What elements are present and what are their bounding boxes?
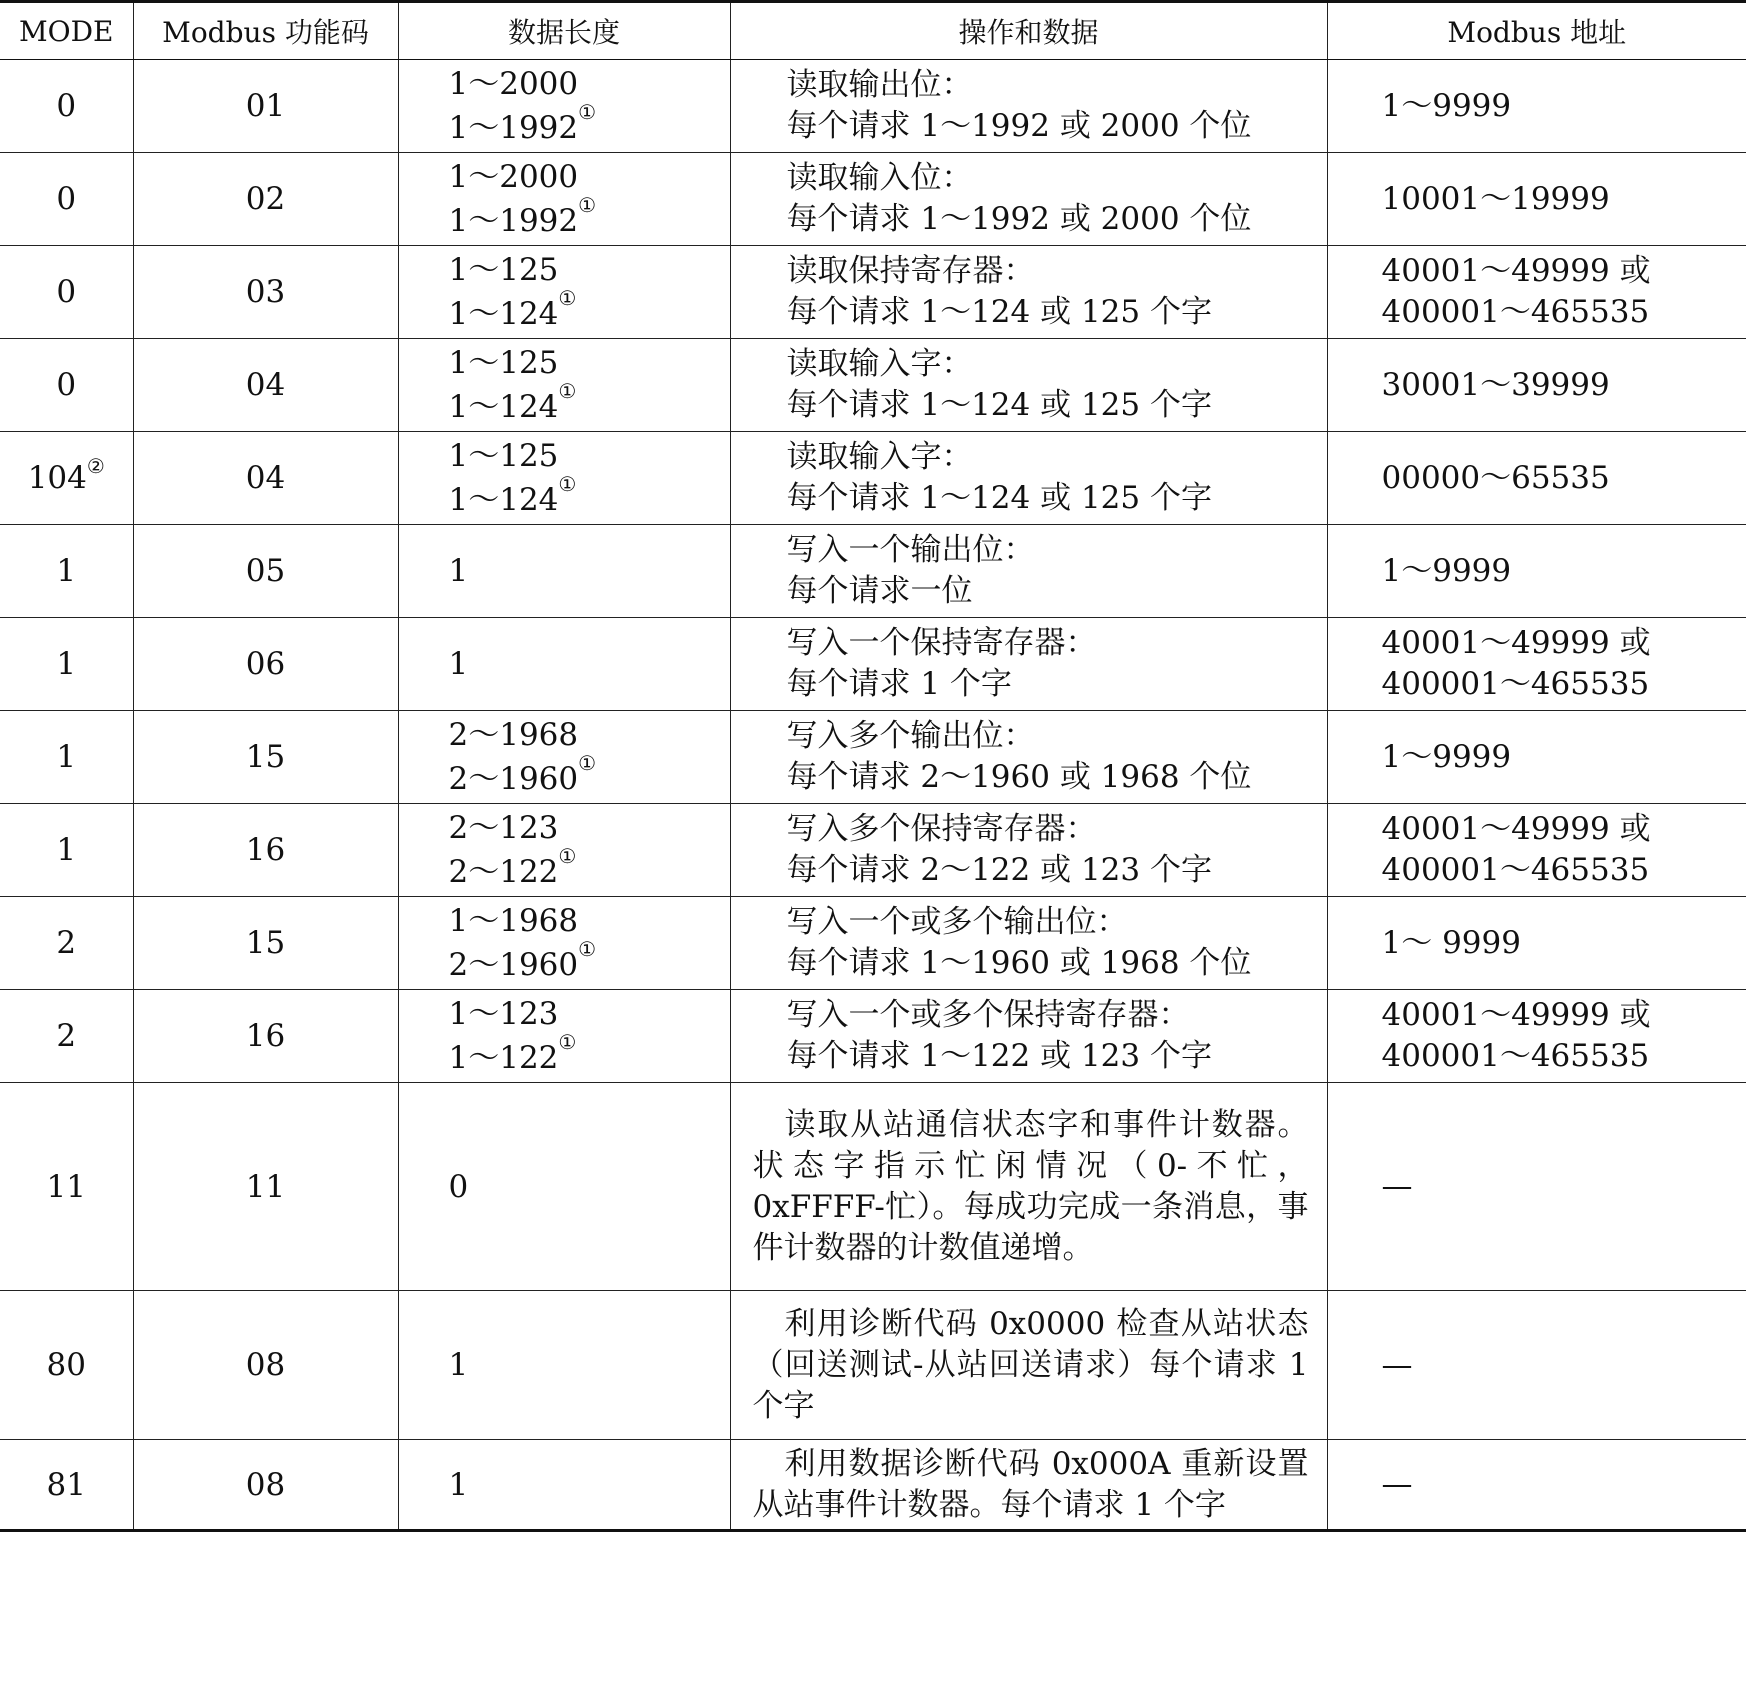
data-length-cell bbox=[398, 153, 730, 246]
mode-cell: 11 bbox=[0, 1083, 133, 1291]
table-row bbox=[0, 804, 1746, 897]
table-row bbox=[0, 153, 1746, 246]
address-line: 1～9999 bbox=[1381, 738, 1512, 775]
address-line: 1～9999 bbox=[1381, 87, 1512, 124]
function-code-cell: 03 bbox=[133, 246, 398, 339]
data-length-cell bbox=[398, 60, 730, 153]
data-length-cell bbox=[398, 804, 730, 897]
operation-cell bbox=[730, 804, 1327, 897]
table-row bbox=[0, 1083, 1746, 1291]
mode-cell bbox=[0, 804, 133, 897]
table-row bbox=[0, 525, 1746, 618]
operation-cell bbox=[730, 1291, 1327, 1440]
data-length-line: 1～125 bbox=[448, 438, 559, 474]
mode-cell: 81 bbox=[0, 1440, 133, 1531]
operation-cell bbox=[730, 153, 1327, 246]
data-length-line: 1～125 bbox=[448, 252, 559, 288]
address-cell bbox=[1327, 60, 1746, 153]
mode-cell bbox=[0, 990, 133, 1083]
data-length-cell bbox=[398, 246, 730, 339]
data-length-line: 1 bbox=[448, 553, 469, 589]
address-line: 400001～465535 bbox=[1381, 1038, 1650, 1074]
operation-detail: 每个请求 1～124 或 125 个字 bbox=[786, 480, 1212, 516]
operation-detail: 每个请求 1～1960 或 1968 个位 bbox=[786, 945, 1252, 981]
table-row bbox=[0, 1291, 1746, 1440]
address-cell bbox=[1327, 432, 1746, 525]
data-length-line bbox=[448, 472, 730, 522]
operation-detail: 每个请求一位 bbox=[786, 573, 973, 609]
mode-cell bbox=[0, 525, 133, 618]
footnote-mark: ① bbox=[558, 1030, 577, 1054]
function-code-cell: 08 bbox=[133, 1291, 398, 1440]
data-length-cell bbox=[398, 525, 730, 618]
address-line: 10001～19999 bbox=[1381, 180, 1610, 217]
address-cell bbox=[1327, 153, 1746, 246]
operation-detail: 每个请求 1～124 或 125 个字 bbox=[786, 294, 1212, 330]
data-length-cell bbox=[398, 339, 730, 432]
operation-title: 写入一个输出位： bbox=[786, 532, 1035, 568]
data-length-value: 1～122 bbox=[448, 1040, 559, 1076]
address-cell: — bbox=[1327, 1083, 1746, 1291]
operation-text: 读取从站通信状态字和事件计数器。状态字指示忙闲情况（0-不忙，0xFFFF-忙）。每成功完成一条消息，事件计数器的计数值递增。 bbox=[752, 1106, 1309, 1266]
data-length-line: 1～123 bbox=[448, 996, 559, 1032]
data-length-line: 1～2000 bbox=[448, 159, 579, 195]
operation-text bbox=[731, 809, 1327, 891]
mode-value: 2 bbox=[56, 925, 77, 961]
data-length-cell bbox=[398, 618, 730, 711]
function-code-cell: 16 bbox=[133, 990, 398, 1083]
data-length-value: 1～124 bbox=[448, 296, 559, 332]
header-function-code: Modbus 功能码 bbox=[133, 2, 398, 60]
data-length-cell: 1 bbox=[398, 1291, 730, 1440]
mode-cell bbox=[0, 60, 133, 153]
table-row bbox=[0, 897, 1746, 990]
table-row bbox=[0, 339, 1746, 432]
operation-cell bbox=[730, 339, 1327, 432]
operation-cell bbox=[730, 246, 1327, 339]
operation-title: 读取输入字： bbox=[786, 346, 973, 382]
address-line: 00000～65535 bbox=[1381, 459, 1610, 496]
address-line: 400001～465535 bbox=[1381, 852, 1650, 888]
operation-text bbox=[731, 530, 1327, 612]
mode-value: 1 bbox=[56, 832, 77, 868]
data-length-line: 1～1968 bbox=[448, 903, 579, 939]
operation-detail: 每个请求 2～122 或 123 个字 bbox=[786, 852, 1212, 888]
function-code-cell: 06 bbox=[133, 618, 398, 711]
operation-detail: 每个请求 1～122 或 123 个字 bbox=[786, 1038, 1212, 1074]
header-operation: 操作和数据 bbox=[730, 2, 1327, 60]
footnote-mark: ① bbox=[578, 193, 597, 217]
data-length-value: 2～1960 bbox=[448, 947, 579, 983]
operation-cell bbox=[730, 1440, 1327, 1531]
address-line: 40001～49999 或 bbox=[1381, 625, 1651, 661]
data-length-line: 2～123 bbox=[448, 810, 559, 846]
address-cell bbox=[1327, 897, 1746, 990]
data-length-line bbox=[448, 844, 730, 894]
address-cell bbox=[1327, 990, 1746, 1083]
function-code-cell: 04 bbox=[133, 339, 398, 432]
footnote-mark: ① bbox=[578, 751, 597, 775]
mode-value: 1 bbox=[56, 553, 77, 589]
data-length-line bbox=[448, 937, 730, 987]
data-length-line: 2～1968 bbox=[448, 717, 579, 753]
data-length-line bbox=[448, 379, 730, 429]
address-cell bbox=[1327, 339, 1746, 432]
address-cell bbox=[1327, 804, 1746, 897]
operation-cell bbox=[730, 60, 1327, 153]
operation-text bbox=[731, 251, 1327, 333]
mode-footnote-mark: ② bbox=[86, 454, 105, 478]
operation-detail: 每个请求 1 个字 bbox=[786, 666, 1012, 702]
data-length-value: 2～1960 bbox=[448, 761, 579, 797]
operation-text bbox=[731, 623, 1327, 705]
data-length-line bbox=[448, 193, 730, 243]
data-length-value: 2～122 bbox=[448, 854, 559, 890]
operation-text: 利用诊断代码 0x0000 检查从站状态（回送测试-从站回送请求）每个请求 1 个字 bbox=[752, 1305, 1309, 1424]
function-code-cell: 11 bbox=[133, 1083, 398, 1291]
data-length-line: 1～2000 bbox=[448, 66, 579, 102]
operation-cell bbox=[730, 432, 1327, 525]
function-code-cell: 08 bbox=[133, 1440, 398, 1531]
footnote-mark: ① bbox=[578, 100, 597, 124]
data-length-value: 1～1992 bbox=[448, 110, 579, 146]
address-cell: — bbox=[1327, 1291, 1746, 1440]
mode-value: 2 bbox=[56, 1018, 77, 1054]
address-line: 1～ 9999 bbox=[1381, 924, 1521, 961]
operation-title: 写入一个或多个输出位： bbox=[786, 904, 1128, 940]
mode-cell bbox=[0, 897, 133, 990]
address-line: 400001～465535 bbox=[1381, 294, 1650, 330]
operation-title: 读取输出位： bbox=[786, 67, 973, 103]
address-cell bbox=[1327, 711, 1746, 804]
data-length-line: 1～125 bbox=[448, 345, 559, 381]
function-code-cell: 05 bbox=[133, 525, 398, 618]
mode-cell bbox=[0, 618, 133, 711]
address-line: 40001～49999 或 bbox=[1381, 253, 1651, 289]
address-line: 1～9999 bbox=[1381, 552, 1512, 589]
operation-text bbox=[731, 437, 1327, 519]
operation-text bbox=[731, 716, 1327, 798]
mode-cell: 80 bbox=[0, 1291, 133, 1440]
data-length-cell bbox=[398, 990, 730, 1083]
data-length-line bbox=[448, 751, 730, 801]
table-row bbox=[0, 990, 1746, 1083]
operation-cell bbox=[730, 711, 1327, 804]
data-length-line bbox=[448, 286, 730, 336]
function-code-cell: 02 bbox=[133, 153, 398, 246]
footnote-mark: ① bbox=[578, 937, 597, 961]
operation-title: 写入多个输出位： bbox=[786, 718, 1035, 754]
address-line: 30001～39999 bbox=[1381, 366, 1610, 403]
operation-detail: 每个请求 1～1992 或 2000 个位 bbox=[786, 108, 1252, 144]
header-mode: MODE bbox=[0, 2, 133, 60]
header-row bbox=[0, 2, 1746, 60]
data-length-cell bbox=[398, 897, 730, 990]
address-cell bbox=[1327, 618, 1746, 711]
operation-text bbox=[731, 65, 1327, 147]
footnote-mark: ① bbox=[558, 286, 577, 310]
operation-cell bbox=[730, 525, 1327, 618]
table-row bbox=[0, 432, 1746, 525]
operation-title: 读取输入字： bbox=[786, 439, 973, 475]
data-length-value: 1～124 bbox=[448, 482, 559, 518]
table-row bbox=[0, 711, 1746, 804]
operation-text bbox=[731, 158, 1327, 240]
mode-value: 0 bbox=[56, 367, 77, 403]
operation-detail: 每个请求 2～1960 或 1968 个位 bbox=[786, 759, 1252, 795]
mode-cell bbox=[0, 432, 133, 525]
function-code-cell: 16 bbox=[133, 804, 398, 897]
data-length-line bbox=[448, 100, 730, 150]
operation-cell bbox=[730, 897, 1327, 990]
operation-title: 写入一个或多个保持寄存器： bbox=[786, 997, 1190, 1033]
address-line: 40001～49999 或 bbox=[1381, 811, 1651, 847]
table-row bbox=[0, 1440, 1746, 1531]
operation-cell bbox=[730, 618, 1327, 711]
table-row bbox=[0, 246, 1746, 339]
function-code-cell: 04 bbox=[133, 432, 398, 525]
data-length-line bbox=[448, 1030, 730, 1080]
data-length-cell: 1 bbox=[398, 1440, 730, 1531]
mode-cell bbox=[0, 153, 133, 246]
operation-title: 读取输入位： bbox=[786, 160, 973, 196]
mode-value: 104 bbox=[27, 460, 87, 496]
function-code-cell: 01 bbox=[133, 60, 398, 153]
data-length-cell: 0 bbox=[398, 1083, 730, 1291]
header-address: Modbus 地址 bbox=[1327, 2, 1746, 60]
mode-value: 0 bbox=[56, 88, 77, 124]
mode-cell bbox=[0, 339, 133, 432]
operation-text bbox=[731, 344, 1327, 426]
mode-value: 0 bbox=[56, 181, 77, 217]
address-line: 400001～465535 bbox=[1381, 666, 1650, 702]
mode-value: 1 bbox=[56, 739, 77, 775]
data-length-value: 1～1992 bbox=[448, 203, 579, 239]
data-length-value: 1～124 bbox=[448, 389, 559, 425]
address-cell bbox=[1327, 525, 1746, 618]
data-length-cell bbox=[398, 432, 730, 525]
data-length-cell bbox=[398, 711, 730, 804]
operation-title: 写入一个保持寄存器： bbox=[786, 625, 1097, 661]
data-length-line: 1 bbox=[448, 646, 469, 682]
function-code-cell: 15 bbox=[133, 897, 398, 990]
mode-cell bbox=[0, 246, 133, 339]
operation-title: 读取保持寄存器： bbox=[786, 253, 1035, 289]
operation-detail: 每个请求 1～1992 或 2000 个位 bbox=[786, 201, 1252, 237]
table-row bbox=[0, 618, 1746, 711]
operation-text: 利用数据诊断代码 0x000A 重新设置从站事件计数器。每个请求 1 个字 bbox=[752, 1445, 1309, 1523]
operation-detail: 每个请求 1～124 或 125 个字 bbox=[786, 387, 1212, 423]
footnote-mark: ① bbox=[558, 472, 577, 496]
address-line: 40001～49999 或 bbox=[1381, 997, 1651, 1033]
function-code-cell: 15 bbox=[133, 711, 398, 804]
header-data-length: 数据长度 bbox=[398, 2, 730, 60]
table-row bbox=[0, 60, 1746, 153]
operation-text bbox=[731, 902, 1327, 984]
address-cell: — bbox=[1327, 1440, 1746, 1531]
operation-text bbox=[731, 995, 1327, 1077]
operation-title: 写入多个保持寄存器： bbox=[786, 811, 1097, 847]
mode-value: 0 bbox=[56, 274, 77, 310]
address-cell bbox=[1327, 246, 1746, 339]
operation-cell bbox=[730, 990, 1327, 1083]
operation-cell bbox=[730, 1083, 1327, 1291]
footnote-mark: ① bbox=[558, 844, 577, 868]
mode-cell bbox=[0, 711, 133, 804]
footnote-mark: ① bbox=[558, 379, 577, 403]
mode-value: 1 bbox=[56, 646, 77, 682]
